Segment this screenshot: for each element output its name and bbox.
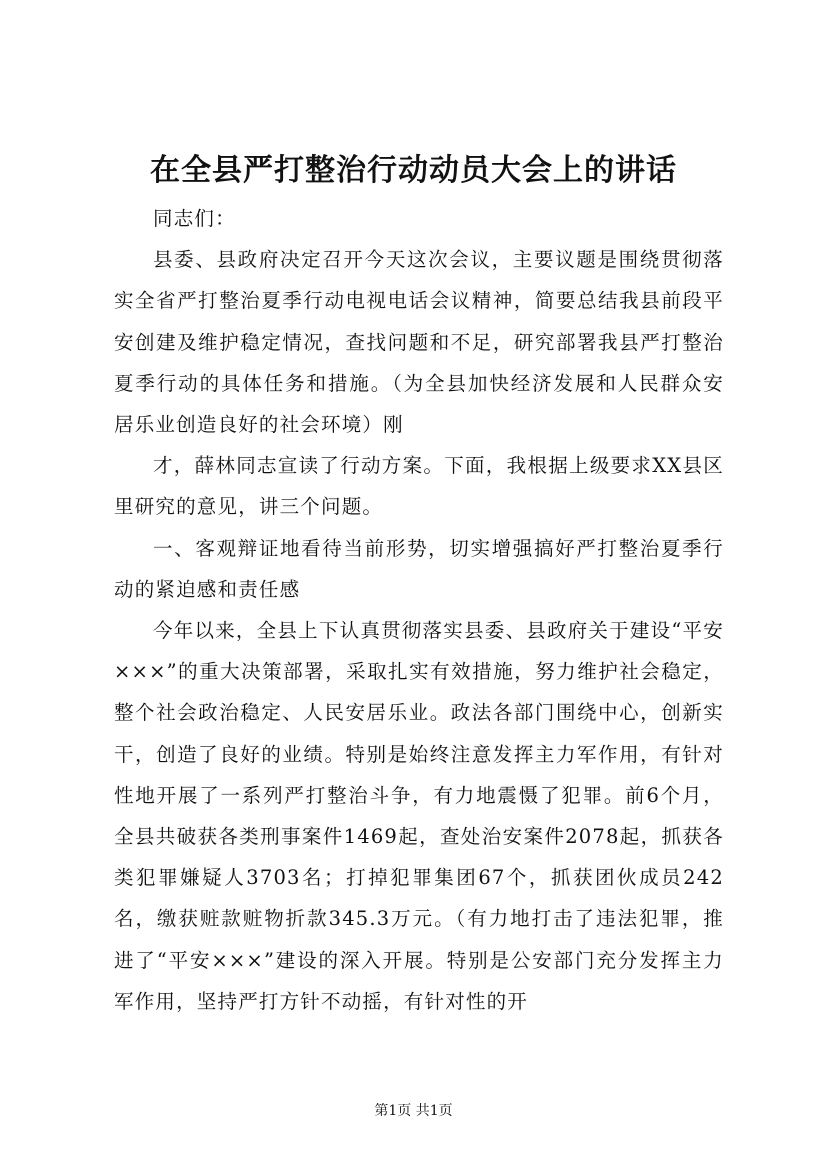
page-number-label: 第1页 共1页 <box>374 1103 453 1119</box>
paragraph: 今年以来，全县上下认真贯彻落实县委、县政府关于建设“平安×××”的重大决策部署，采取扎实有效措施，努力维护社会稳定，整个社会政治稳定、人民安居乐业。政法各部门围绕中心，创新实干，创造了良好的业绩。特别是始终注意发挥主力军作用，有针对性地开展了一系列严打整治斗争，有力地震慑了犯罪。前6个月，全县共破获各类刑事案件1469起，查处治安案件2078起，抓获各类犯罪嫌疑人3703名；打掉犯罪集团67个，抓获团伙成员242名，缴获赃款赃物折款345.3万元。（有力地打击了违法犯罪，推进了“平安×××”建设的深入开展。特别是公安部门充分发挥主力军作用，坚持严打方针不动摇，有针对性的开 <box>114 619 724 1013</box>
section-heading: 一、客观辩证地看待当前形势，切实增强搞好严打整治夏季行动的紧迫感和责任感 <box>114 536 724 601</box>
document-body <box>114 198 724 1022</box>
paragraph: 才，薛林同志宣读了行动方案。下面，我根据上级要求XX县区里研究的意见，讲三个问题。 <box>114 454 724 519</box>
paragraph: 县委、县政府决定召开今天这次会议，主要议题是围绕贯彻落实全省严打整治夏季行动电视电话会议精神，简要总结我县前段平安创建及维护稳定情况，查找问题和不足，研究部署我县严打整治夏季行动的具体任务和措施。（为全县加快经济发展和人民群众安居乐业创造良好的社会环境）刚 <box>114 248 724 437</box>
document-title: 在全县严打整治行动动员大会上的讲话 <box>150 153 677 188</box>
salutation: 同志们： <box>153 207 236 230</box>
page-footer <box>0 1100 827 1120</box>
